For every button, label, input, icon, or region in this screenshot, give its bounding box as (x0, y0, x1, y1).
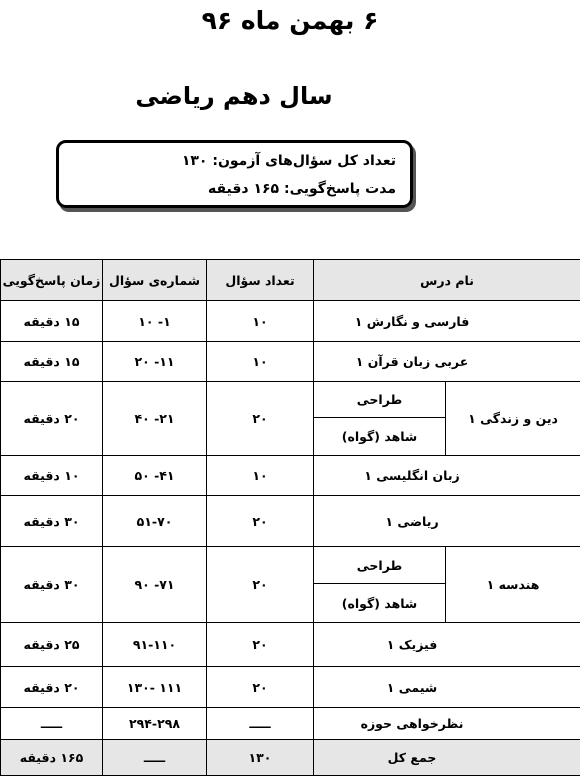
numbers-cell: ۹۱-۱۱۰ (103, 623, 207, 667)
numbers-cell: ۴۱- ۵۰ (103, 456, 207, 496)
numbers-cell: ۱۱- ۲۰ (103, 342, 207, 382)
time-cell: ۱۰ دقیقه (1, 456, 103, 496)
count-cell: ۲۰ (207, 623, 314, 667)
table-row (1, 667, 580, 708)
total-numbers-cell: ـــــ (103, 740, 207, 776)
header-time: زمان پاسخ‌گویی (1, 260, 103, 301)
subject-cell: شیمی ۱ (314, 667, 580, 708)
numbers-cell: ۲۱- ۴۰ (103, 382, 207, 456)
exam-schedule-table (0, 259, 580, 776)
numbers-cell: ۱- ۱۰ (103, 301, 207, 342)
time-cell: ۳۰ دقیقه (1, 547, 103, 623)
table-row (1, 496, 580, 547)
time-cell: ۱۵ دقیقه (1, 342, 103, 382)
total-row (1, 740, 580, 776)
numbers-cell: ۵۱-۷۰ (103, 496, 207, 547)
subject-cell: زبان انگلیسی ۱ (314, 456, 580, 496)
header-count: تعداد سؤال (207, 260, 314, 301)
header-subject: نام درس (314, 260, 580, 301)
numbers-cell: ۱۱۱ -۱۳۰ (103, 667, 207, 708)
count-cell: ۲۰ (207, 496, 314, 547)
count-cell: ۱۰ (207, 301, 314, 342)
subject-cell: عربی زبان قرآن ۱ (314, 342, 580, 382)
subject-cell: فیزیک ۱ (314, 623, 580, 667)
count-cell: ۱۰ (207, 342, 314, 382)
time-cell: ۲۰ دقیقه (1, 382, 103, 456)
time-cell: ۲۰ دقیقه (1, 667, 103, 708)
answer-duration: مدت پاسخ‌گویی: ۱۶۵ دقیقه (207, 181, 396, 197)
subject-cell: نظرخواهی حوزه (314, 708, 580, 740)
table-row (1, 301, 580, 342)
exam-date: ۶ بهمن ماه ۹۶ (201, 6, 379, 35)
time-cell: ۱۵ دقیقه (1, 301, 103, 342)
subtype-cell: طراحی (314, 382, 446, 418)
table-row (1, 342, 580, 382)
exam-info-box (56, 140, 413, 208)
count-cell: ۲۰ (207, 547, 314, 623)
count-cell: ۲۰ (207, 382, 314, 456)
count-cell: ۱۰ (207, 456, 314, 496)
subtype-cell: شاهد (گواه) (314, 584, 446, 623)
header-numbers: شماره‌ی سؤال (103, 260, 207, 301)
total-label-cell: جمع کل (314, 740, 580, 776)
numbers-cell: ۷۱- ۹۰ (103, 547, 207, 623)
subtype-cell: شاهد (گواه) (314, 418, 446, 456)
table-row (1, 623, 580, 667)
table-row (1, 382, 580, 418)
table-row (1, 547, 580, 584)
numbers-cell: ۲۹۴-۲۹۸ (103, 708, 207, 740)
subject-cell: دین و زندگی ۱ (446, 382, 580, 456)
total-count-cell: ۱۳۰ (207, 740, 314, 776)
count-cell: ـــــ (207, 708, 314, 740)
grade-title: سال دهم ریاضی (135, 82, 333, 110)
subject-cell: ریاضی ۱ (314, 496, 580, 547)
count-cell: ۲۰ (207, 667, 314, 708)
time-cell: ۳۰ دقیقه (1, 496, 103, 547)
time-cell: ـــــ (1, 708, 103, 740)
subject-cell: هندسه ۱ (446, 547, 580, 623)
table-header-row (1, 260, 580, 301)
total-questions: تعداد کل سؤال‌های آزمون: ۱۳۰ (181, 153, 396, 169)
table-row (1, 456, 580, 496)
table-row (1, 708, 580, 740)
time-cell: ۲۵ دقیقه (1, 623, 103, 667)
subject-cell: فارسی و نگارش ۱ (314, 301, 580, 342)
total-time-cell: ۱۶۵ دقیقه (1, 740, 103, 776)
subtype-cell: طراحی (314, 547, 446, 584)
